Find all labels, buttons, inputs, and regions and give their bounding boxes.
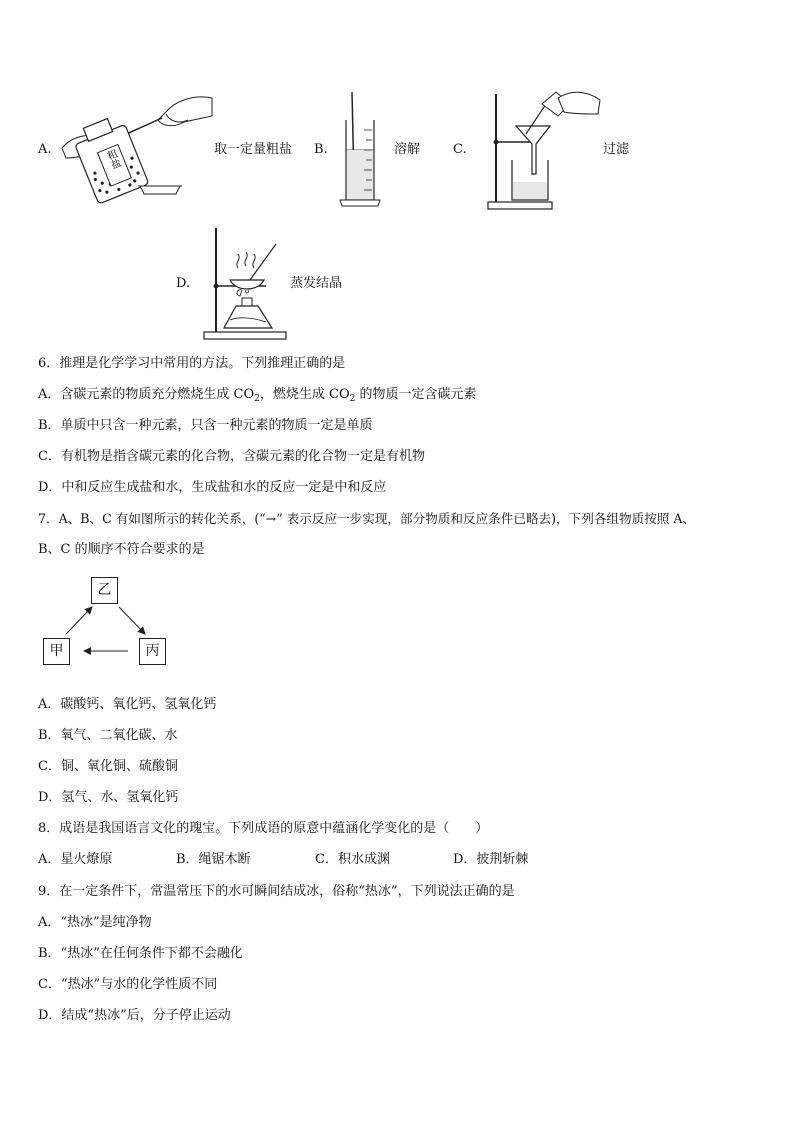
q7-option-b: B．氧气、二氧化碳、水	[38, 728, 178, 743]
option-b-caption: 溶解	[394, 142, 421, 157]
q6-option-c: C．有机物是指含碳元素的化合物，含碳元素的化合物一定是有机物	[38, 449, 425, 464]
option-d-letter: D.	[176, 276, 191, 291]
q7-option-c: C．铜、氧化铜、硫酸铜	[38, 759, 178, 774]
option-a-letter: A.	[38, 142, 52, 157]
q6-option-a-part1: A．含碳元素的物质充分燃烧生成 CO	[38, 387, 255, 402]
evaporate-illustration	[200, 224, 290, 342]
conversion-arrows	[0, 0, 200, 700]
q7-stem-line1: 7．A、B、C 有如图所示的转化关系，(“→” 表示反应一步实现，部分物质和反应条件已略去)，下列各组物质按照 A、	[38, 511, 696, 526]
option-c-letter: C.	[453, 142, 467, 157]
q6-option-a-sub1: 2	[254, 394, 260, 404]
node-yi: 乙	[91, 577, 118, 604]
q8-option-b: B．绳锯木断	[176, 852, 251, 867]
q7-option-a: A．碳酸钙、氧化钙、氢氧化钙	[38, 697, 217, 712]
arrow-jia-to-yi	[66, 607, 92, 634]
q6-option-d: D．中和反应生成盐和水，生成盐和水的反应一定是中和反应	[38, 480, 387, 495]
q9-option-c: C．“热冰”与水的化学性质不同	[38, 977, 218, 992]
option-b-letter: B.	[314, 142, 328, 157]
q6-option-b: B．单质中只含一种元素，只含一种元素的物质一定是单质	[38, 418, 373, 433]
q9-option-a: A．“热冰”是纯净物	[38, 915, 152, 930]
q9-option-d: D．结成“热冰”后，分子停止运动	[38, 1008, 231, 1023]
q7-option-d: D．氢气、水、氢氧化钙	[38, 790, 179, 805]
option-d-caption: 蒸发结晶	[290, 276, 343, 291]
bottle-label: 粗盐	[103, 148, 122, 172]
q6-option-a-part3: 的物质一定含碳元素	[355, 387, 477, 402]
q8-stem: 8．成语是我国语言文化的瑰宝。下列成语的原意中蕴涵化学变化的是（ ）	[38, 821, 489, 836]
node-bing: 丙	[139, 638, 166, 665]
q8-option-a: A．星火燎原	[38, 852, 113, 867]
q8-option-c: C．积水成渊	[315, 852, 390, 867]
arrow-yi-to-bing	[119, 607, 145, 634]
option-a-caption: 取一定量粗盐	[214, 142, 293, 157]
filter-illustration	[486, 90, 602, 212]
dissolve-illustration	[338, 90, 382, 210]
node-jia: 甲	[43, 638, 70, 665]
q6-option-a-part2: ，燃烧生成 CO	[259, 387, 350, 402]
q6-stem: 6．推理是化学学习中常用的方法。下列推理正确的是	[38, 356, 346, 371]
q9-stem: 9．在一定条件下，常温常压下的水可瞬间结成冰，俗称“热冰”，下列说法正确的是	[38, 884, 515, 899]
q7-stem-line2: B、C 的顺序不符合要求的是	[38, 542, 205, 557]
option-c-caption: 过滤	[603, 142, 630, 157]
q9-option-b: B．“热冰”在任何条件下都不会融化	[38, 946, 243, 961]
q6-option-a-sub2: 2	[349, 394, 356, 404]
q8-option-d: D．披荆斩棘	[453, 852, 529, 867]
